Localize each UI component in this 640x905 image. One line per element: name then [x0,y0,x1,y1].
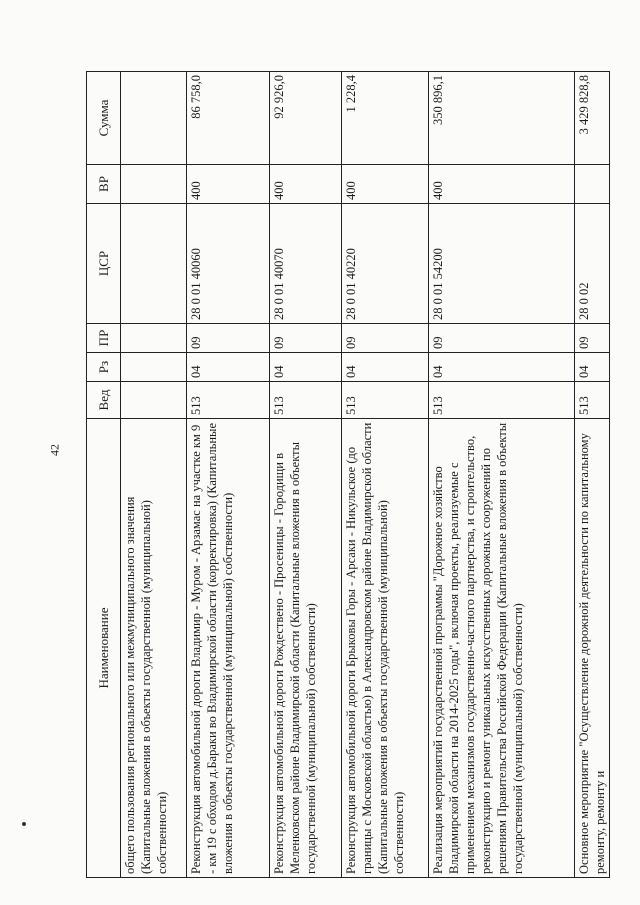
cell-ved [121,382,187,419]
cell-vr [121,165,187,204]
cell-pr: 09 [342,324,429,353]
cell-name: Реконструкция автомобильной дороги Брыковы Горы - Арсаки - Никульское (до границы с Московской областью) в Александровском районе Владимирской области (Капитальные вложения в объекты государственной (муниципальной) собственности) [342,419,429,878]
cell-pr [121,324,187,353]
cell-rz: 04 [429,353,575,382]
cell-name: Реконструкция автомобильной дороги Владимир - Муром - Арзамас на участке км 9 - км 19 с обходом д.Бараки во Владимирской области (корректировка) (Капитальные вложения в объекты государственной (муниципальной) собственности) [187,419,270,878]
header-sum: Сумма [87,72,121,165]
cell-vr: 400 [342,165,429,204]
header-rz: Рз [87,353,121,382]
cell-sum: 1 228,4 [342,72,429,165]
cell-name: Реконструкция автомобильной дороги Рождествено - Просеницы - Городищи в Меленковском районе Владимирской области (Капитальные вложения в объекты государственной (муниципальной) собственности) [270,419,342,878]
budget-table-container [86,72,607,878]
cell-rz: 04 [187,353,270,382]
cell-ved: 513 [270,382,342,419]
cell-ved: 513 [429,382,575,419]
cell-pr: 09 [429,324,575,353]
cell-ved: 513 [342,382,429,419]
scan-speck [22,822,26,826]
table-row [429,72,575,878]
cell-vr: 400 [270,165,342,204]
page-number: 42 [47,444,62,456]
cell-sum: 92 926,0 [270,72,342,165]
table-row [575,72,610,878]
cell-sum: 350 896,1 [429,72,575,165]
table-header-row [87,72,121,878]
header-vr: ВР [87,165,121,204]
table-row [270,72,342,878]
cell-ved: 513 [187,382,270,419]
cell-csr: 28 0 01 40060 [187,204,270,324]
cell-sum [121,72,187,165]
budget-table [86,71,610,878]
table-row [121,72,187,878]
cell-rz: 04 [342,353,429,382]
cell-csr: 28 0 02 [575,204,610,324]
table-row [342,72,429,878]
cell-sum: 86 758,0 [187,72,270,165]
cell-ved: 513 [575,382,610,419]
cell-sum: 3 429 828,8 [575,72,610,165]
header-csr: ЦСР [87,204,121,324]
cell-vr: 400 [429,165,575,204]
cell-csr: 28 0 01 40070 [270,204,342,324]
header-ved: Вед [87,382,121,419]
header-name: Наименование [87,419,121,878]
cell-csr [121,204,187,324]
table-row [187,72,270,878]
header-pr: ПР [87,324,121,353]
cell-rz [121,353,187,382]
cell-pr: 09 [270,324,342,353]
cell-rz: 04 [270,353,342,382]
cell-name: Реализация мероприятий государственной программы "Дорожное хозяйство Владимирской области на 2014-2025 годы", включая проекты, реализуемые с применением механизмов государственно-частного партнерства, и строительство, реконструкцию и ремонт уникальных искусственных дорожных сооружений по решениям Правительства Российской Федерации (Капитальные вложения в объекты государственной (муниципальной) собственности) [429,419,575,878]
cell-name: общего пользования регионального или межмуниципального значения (Капитальные вложения в объекты государственной (муниципальной) собственности) [121,419,187,878]
cell-vr: 400 [187,165,270,204]
cell-rz: 04 [575,353,610,382]
cell-vr [575,165,610,204]
cell-name: Основное мероприятие "Осуществление дорожной деятельности по капитальному ремонту, ремонту и [575,419,610,878]
cell-pr: 09 [187,324,270,353]
cell-pr: 09 [575,324,610,353]
cell-csr: 28 0 01 40220 [342,204,429,324]
cell-csr: 28 0 01 54200 [429,204,575,324]
